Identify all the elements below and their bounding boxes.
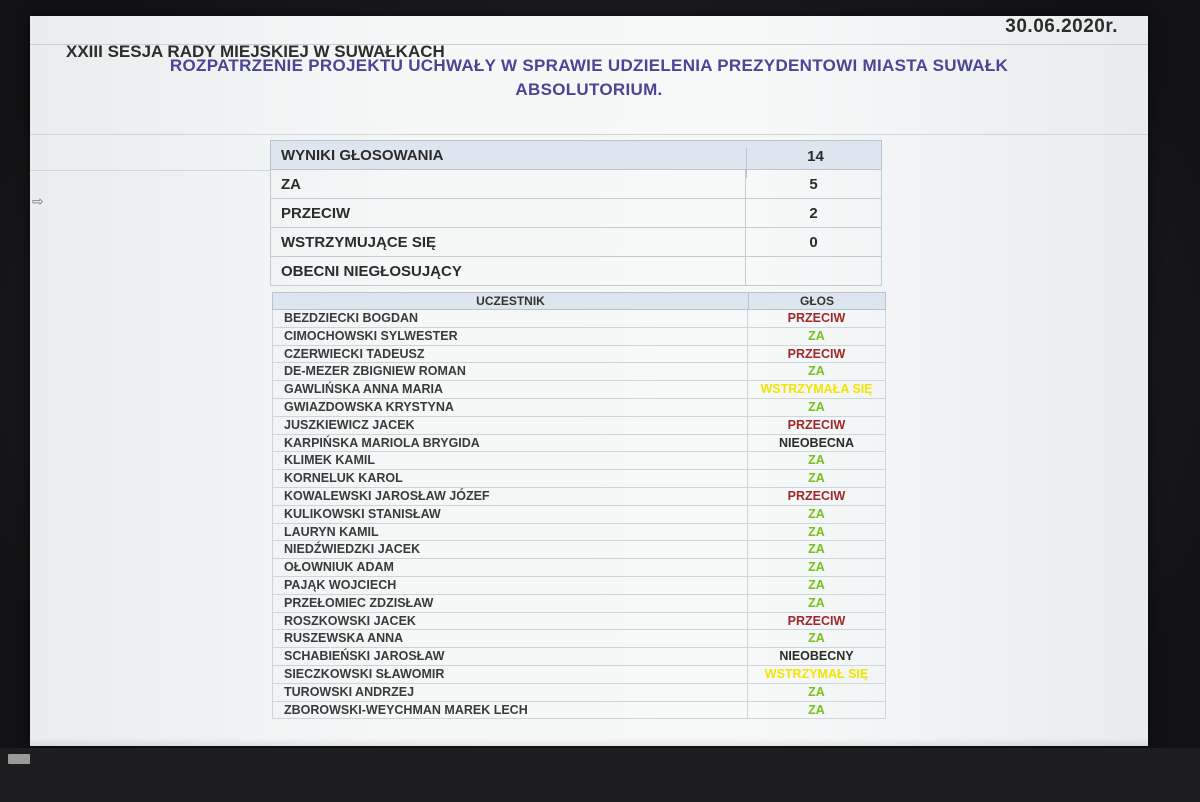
table-row bbox=[272, 452, 886, 470]
participant-name: GWIAZDOWSKA KRYSTYNA bbox=[273, 399, 748, 416]
participant-name: CIMOCHOWSKI SYLWESTER bbox=[273, 328, 748, 345]
results-summary-table bbox=[270, 140, 882, 286]
participant-vote: ZA bbox=[808, 684, 825, 699]
table-row bbox=[272, 559, 886, 577]
table-row bbox=[272, 470, 886, 488]
mouse-cursor-icon: ⇨ bbox=[32, 193, 44, 209]
summary-value: 0 bbox=[809, 233, 818, 251]
summary-row bbox=[270, 257, 882, 286]
participant-name: RUSZEWSKA ANNA bbox=[273, 630, 748, 647]
subject-line-2: ABSOLUTORIUM. bbox=[515, 80, 663, 99]
participant-vote: ZA bbox=[808, 399, 825, 414]
participant-name: KARPIŃSKA MARIOLA BRYGIDA bbox=[273, 435, 748, 452]
participant-vote: PRZECIW bbox=[787, 488, 846, 503]
summary-label: PRZECIW bbox=[271, 199, 746, 227]
table-row bbox=[272, 399, 886, 417]
title-divider bbox=[30, 134, 1148, 135]
participant-vote: ZA bbox=[808, 364, 825, 379]
table-row bbox=[272, 577, 886, 595]
table-row bbox=[272, 435, 886, 453]
table-row bbox=[272, 595, 886, 613]
participant-vote: ZA bbox=[808, 453, 825, 468]
table-row bbox=[272, 648, 886, 666]
participant-vote: NIEOBECNY bbox=[779, 649, 854, 664]
table-row bbox=[272, 613, 886, 631]
table-row bbox=[272, 666, 886, 684]
participant-vote: ZA bbox=[808, 560, 825, 575]
participant-vote: PRZECIW bbox=[787, 417, 846, 432]
participant-vote: ZA bbox=[808, 631, 825, 646]
participant-name: SCHABIEŃSKI JAROSŁAW bbox=[273, 648, 748, 665]
participant-name: TUROWSKI ANDRZEJ bbox=[273, 684, 748, 701]
table-row bbox=[272, 328, 886, 346]
participant-vote: ZA bbox=[808, 595, 825, 610]
results-summary-header bbox=[270, 140, 882, 170]
participant-vote: PRZECIW bbox=[787, 613, 846, 628]
summary-row bbox=[270, 199, 882, 228]
results-summary-title: WYNIKI GŁOSOWANIA bbox=[281, 146, 444, 164]
summary-label: ZA bbox=[271, 170, 746, 198]
summary-value: 2 bbox=[809, 204, 818, 222]
participant-vote: PRZECIW bbox=[787, 311, 846, 325]
participant-name: SIECZKOWSKI SŁAWOMIR bbox=[273, 666, 748, 683]
participant-name: PAJĄK WOJCIECH bbox=[273, 577, 748, 594]
room-floor bbox=[0, 748, 1200, 802]
participant-vote: ZA bbox=[808, 471, 825, 486]
table-row bbox=[272, 310, 886, 328]
table-row bbox=[272, 346, 886, 364]
projection-screen bbox=[30, 16, 1148, 746]
table-row bbox=[272, 488, 886, 506]
votes-table-header bbox=[272, 292, 886, 310]
participant-name: GAWLIŃSKA ANNA MARIA bbox=[273, 381, 748, 398]
summary-value: 5 bbox=[809, 175, 818, 193]
participant-name: KOWALEWSKI JAROSŁAW JÓZEF bbox=[273, 488, 748, 505]
table-row bbox=[272, 524, 886, 542]
participant-name: ROSZKOWSKI JACEK bbox=[273, 613, 748, 630]
table-row bbox=[272, 417, 886, 435]
votes-table bbox=[272, 292, 886, 719]
table-row bbox=[272, 506, 886, 524]
participant-vote: ZA bbox=[808, 542, 825, 557]
participant-name: BEZDZIECKI BOGDAN bbox=[273, 310, 748, 327]
results-summary-total: 14 bbox=[746, 148, 884, 178]
participant-vote: WSTRZYMAŁ SIĘ bbox=[764, 666, 869, 681]
participant-name: OŁOWNIUK ADAM bbox=[273, 559, 748, 576]
participant-name: JUSZKIEWICZ JACEK bbox=[273, 417, 748, 434]
participant-vote: ZA bbox=[808, 524, 825, 539]
participant-name: KLIMEK KAMIL bbox=[273, 452, 748, 469]
left-divider bbox=[30, 170, 270, 171]
summary-value bbox=[746, 257, 881, 285]
participant-name: KULIKOWSKI STANISŁAW bbox=[273, 506, 748, 523]
participant-name: NIEDŹWIEDZKI JACEK bbox=[273, 541, 748, 558]
summary-row bbox=[270, 228, 882, 257]
subject-line-1: ROZPATRZENIE PROJEKTU UCHWAŁY W SPRAWIE UDZIELENIA PREZYDENTOWI MIASTA SUWAŁK bbox=[169, 56, 1009, 75]
participant-vote: WSTRZYMAŁA SIĘ bbox=[760, 382, 873, 397]
participant-name: LAURYN KAMIL bbox=[273, 524, 748, 541]
participant-name: ZBOROWSKI-WEYCHMAN MAREK LECH bbox=[273, 702, 748, 719]
summary-label: WSTRZYMUJĄCE SIĘ bbox=[271, 228, 746, 256]
participant-vote: ZA bbox=[808, 506, 825, 521]
participant-vote: PRZECIW bbox=[787, 346, 846, 361]
table-row bbox=[272, 363, 886, 381]
table-row bbox=[272, 630, 886, 648]
participant-name: KORNELUK KAROL bbox=[273, 470, 748, 487]
session-title: XXIII SESJA RADY MIEJSKIEJ W SUWAŁKACH bbox=[66, 42, 445, 61]
participant-vote: ZA bbox=[808, 577, 825, 592]
participant-name: CZERWIECKI TADEUSZ bbox=[273, 346, 748, 363]
participant-vote: NIEOBECNA bbox=[778, 435, 854, 450]
floor-object bbox=[8, 754, 30, 764]
resolution-subject bbox=[30, 54, 1148, 102]
session-date: 30.06.2020r. bbox=[1005, 16, 1118, 37]
table-row bbox=[272, 684, 886, 702]
col-vote-header: GŁOS bbox=[799, 294, 834, 308]
summary-label: OBECNI NIEGŁOSUJĄCY bbox=[271, 257, 746, 285]
col-participant-header: UCZESTNIK bbox=[273, 293, 749, 309]
table-row bbox=[272, 541, 886, 559]
participant-vote: ZA bbox=[808, 328, 825, 343]
participant-name: PRZEŁOMIEC ZDZISŁAW bbox=[273, 595, 748, 612]
screen-shade bbox=[30, 738, 1148, 746]
table-row bbox=[272, 702, 886, 720]
participant-vote: ZA bbox=[808, 702, 825, 717]
participant-name: DE-MEZER ZBIGNIEW ROMAN bbox=[273, 363, 748, 380]
table-row bbox=[272, 381, 886, 399]
